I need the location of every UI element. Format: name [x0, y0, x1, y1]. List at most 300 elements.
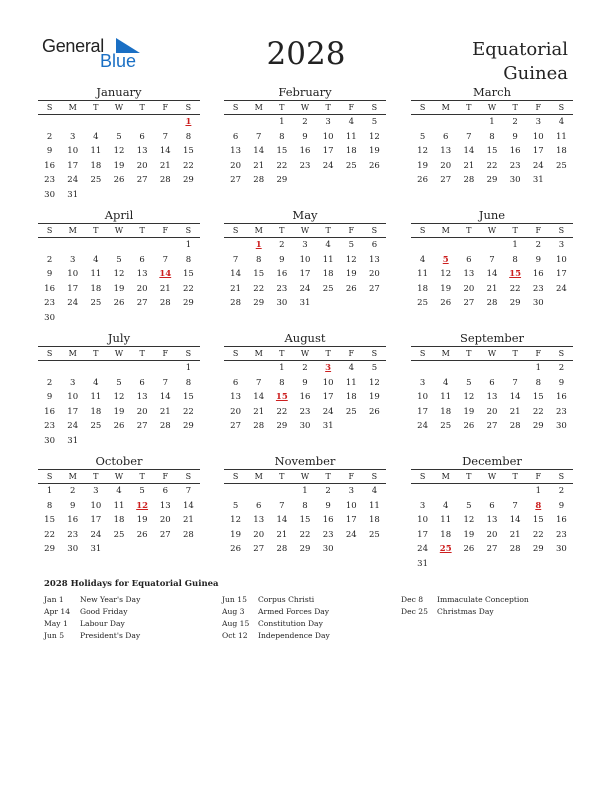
week-row — [224, 144, 386, 159]
week-row — [411, 296, 573, 311]
date-cell: 14 — [253, 392, 265, 402]
week-row — [38, 130, 200, 145]
date-cell: 9 — [325, 500, 331, 511]
date-cell: 6 — [443, 131, 449, 142]
date-cell — [131, 311, 154, 326]
weekday-label: T — [93, 472, 99, 481]
weekday-header — [224, 469, 386, 484]
holiday-item — [222, 630, 392, 642]
date-cell: 28 — [159, 175, 171, 185]
month-october — [38, 454, 200, 557]
holiday-item — [222, 606, 392, 618]
date-cell: 30 — [532, 298, 544, 308]
holiday-date: Apr 14 — [44, 607, 71, 616]
date-cell — [457, 238, 480, 253]
date-cell: 27 — [369, 283, 380, 294]
date-cell — [457, 484, 480, 499]
weekday-label: M — [68, 472, 77, 481]
weekday-label: T — [279, 349, 285, 358]
country-line-1: Equatorial — [472, 39, 568, 60]
date-cell: 15 — [183, 269, 194, 279]
date-cell: 11 — [322, 254, 334, 265]
week-row — [411, 419, 573, 434]
month-april — [38, 208, 200, 325]
weekday-header — [38, 100, 200, 115]
weekday-header — [38, 223, 200, 238]
date-cell: 14 — [253, 146, 265, 156]
date-cell: 19 — [440, 283, 452, 294]
date-cell: 12 — [345, 254, 357, 265]
holiday-name: Constitution Day — [258, 619, 323, 628]
date-cell: 22 — [183, 406, 194, 417]
date-cell: 29 — [276, 421, 288, 431]
week-row — [224, 390, 386, 405]
date-cell: 4 — [116, 486, 122, 496]
week-row — [38, 499, 200, 514]
date-cell: 21 — [463, 160, 475, 171]
date-cell: 4 — [443, 377, 449, 388]
date-cell — [154, 434, 177, 449]
date-cell: 23 — [322, 529, 334, 540]
date-cell: 29 — [276, 175, 288, 185]
date-cell: 7 — [256, 377, 262, 388]
date-cell: 5 — [371, 117, 378, 127]
date-cell — [340, 296, 363, 311]
week-row — [411, 405, 573, 420]
weekday-label: W — [487, 226, 497, 235]
week-row — [411, 115, 573, 130]
date-cell: 9 — [512, 131, 518, 142]
date-cell: 13 — [440, 146, 452, 156]
weekday-label: F — [348, 103, 355, 112]
holiday-item — [44, 630, 214, 642]
date-cell: 19 — [463, 529, 475, 540]
date-cell: 23 — [67, 529, 79, 540]
date-cell: 16 — [276, 269, 288, 279]
week-row — [411, 361, 573, 376]
date-cell: 14 — [509, 515, 521, 525]
date-cell: 12 — [463, 392, 475, 402]
date-cell — [107, 115, 130, 130]
holiday-date: Dec 25 — [401, 607, 428, 616]
weekday-label: W — [487, 103, 497, 112]
holiday-name: Immaculate Conception — [437, 595, 529, 604]
date-cell: 18 — [113, 515, 125, 525]
holiday-date-cell: 15 — [509, 269, 522, 279]
date-cell: 3 — [325, 117, 331, 127]
weekday-label: T — [466, 349, 472, 358]
date-cell: 5 — [116, 254, 122, 265]
date-cell: 24 — [417, 421, 428, 431]
date-cell: 13 — [486, 392, 498, 402]
date-cell: 30 — [44, 189, 55, 200]
date-cell: 20 — [463, 283, 475, 294]
holiday-item — [401, 606, 571, 618]
country-name — [408, 38, 568, 86]
weekday-label: T — [466, 103, 472, 112]
date-cell: 22 — [486, 160, 498, 171]
date-cell: 30 — [276, 298, 288, 308]
date-cell: 6 — [139, 131, 145, 142]
date-cell: 21 — [183, 515, 194, 525]
date-cell: 30 — [67, 544, 79, 554]
date-cell: 20 — [369, 269, 380, 279]
weekday-label: F — [348, 472, 355, 481]
date-cell — [270, 484, 293, 499]
week-row — [411, 144, 573, 159]
date-cell: 23 — [556, 529, 567, 540]
date-cell — [550, 296, 573, 311]
date-cell — [107, 542, 130, 557]
date-cell: 1 — [279, 117, 285, 127]
holiday-name: Armed Forces Day — [258, 607, 330, 616]
weekday-label: S — [558, 472, 565, 481]
date-cell: 22 — [276, 406, 288, 417]
weekday-label: W — [114, 103, 124, 112]
date-cell: 28 — [509, 421, 521, 431]
date-cell: 18 — [440, 529, 452, 540]
date-cell: 16 — [509, 146, 521, 156]
holiday-name: New Year's Day — [80, 595, 141, 604]
date-cell: 25 — [345, 406, 357, 417]
week-row — [411, 513, 573, 528]
date-cell: 28 — [159, 298, 171, 308]
weekday-header — [411, 223, 573, 238]
date-cell — [107, 311, 130, 326]
holiday-column — [44, 594, 214, 642]
date-cell: 27 — [253, 544, 265, 554]
weekday-label: S — [419, 349, 426, 358]
date-cell: 18 — [345, 392, 357, 402]
date-cell: 11 — [440, 515, 452, 525]
date-cell: 10 — [299, 254, 311, 265]
date-cell: 1 — [279, 363, 285, 373]
date-cell: 28 — [159, 421, 171, 431]
weekday-label: T — [139, 349, 145, 358]
week-row — [224, 513, 386, 528]
date-cell: 17 — [67, 406, 79, 417]
week-row — [38, 115, 200, 130]
weekday-label: T — [279, 472, 285, 481]
weekday-label: F — [162, 349, 169, 358]
date-cell: 1 — [185, 240, 192, 250]
date-cell — [363, 419, 386, 434]
weekday-label: T — [139, 472, 145, 481]
date-cell — [457, 557, 480, 572]
weekday-header — [411, 346, 573, 361]
date-cell: 26 — [113, 421, 125, 431]
weekday-label: M — [254, 226, 263, 235]
date-cell — [411, 361, 434, 376]
date-cell — [84, 238, 107, 253]
date-cell — [107, 434, 130, 449]
date-cell — [434, 115, 457, 130]
weekday-label: M — [441, 349, 450, 358]
weekday-header — [224, 100, 386, 115]
date-cell: 14 — [276, 515, 288, 525]
date-cell: 9 — [558, 377, 565, 388]
date-cell — [61, 238, 84, 253]
date-cell: 15 — [44, 515, 55, 525]
week-row — [411, 376, 573, 391]
date-cell — [154, 311, 177, 326]
date-cell: 22 — [532, 406, 544, 417]
date-cell: 28 — [276, 544, 288, 554]
date-cell: 19 — [345, 269, 357, 279]
date-cell: 3 — [535, 117, 541, 127]
date-cell: 24 — [67, 175, 79, 185]
date-cell: 24 — [322, 406, 334, 417]
holiday-date: Jun 5 — [44, 631, 65, 640]
date-cell: 24 — [67, 298, 79, 308]
week-row — [411, 173, 573, 188]
week-row — [38, 267, 200, 282]
month-title: January — [96, 85, 142, 99]
weekday-label: S — [46, 349, 53, 358]
week-row — [224, 499, 386, 514]
date-cell: 16 — [44, 406, 55, 417]
date-cell: 2 — [46, 254, 53, 265]
date-cell: 17 — [299, 269, 311, 279]
date-cell: 10 — [417, 392, 428, 402]
date-cell — [247, 484, 270, 499]
weekday-label: W — [300, 349, 310, 358]
date-cell: 30 — [556, 544, 567, 554]
date-cell: 25 — [440, 421, 452, 431]
date-cell: 14 — [159, 146, 171, 156]
date-cell: 2 — [279, 240, 285, 250]
weekday-label: W — [487, 472, 497, 481]
date-cell: 12 — [230, 515, 241, 525]
weekday-label: T — [466, 472, 472, 481]
week-row — [38, 513, 200, 528]
date-cell: 8 — [46, 500, 53, 511]
date-cell — [84, 434, 107, 449]
date-cell: 17 — [67, 160, 79, 171]
date-cell — [61, 115, 84, 130]
date-cell: 3 — [302, 240, 308, 250]
date-cell: 29 — [509, 298, 521, 308]
logo-word-blue: Blue — [100, 51, 137, 71]
date-cell: 25 — [369, 529, 380, 540]
date-cell: 13 — [253, 515, 265, 525]
weekday-label: S — [371, 472, 378, 481]
holiday-date: Dec 8 — [401, 595, 424, 604]
date-cell: 8 — [185, 377, 192, 388]
weekday-label: W — [114, 472, 124, 481]
month-title: November — [274, 454, 336, 468]
date-cell: 27 — [440, 175, 452, 185]
weekday-label: T — [325, 226, 331, 235]
holiday-item — [222, 594, 392, 606]
weekday-label: F — [162, 472, 169, 481]
week-row — [411, 390, 573, 405]
date-cell: 28 — [183, 529, 194, 540]
date-cell: 5 — [419, 131, 426, 142]
weekday-label: S — [232, 472, 239, 481]
date-cell — [317, 173, 340, 188]
date-cell: 21 — [509, 529, 521, 540]
date-cell: 22 — [299, 529, 311, 540]
month-march — [411, 85, 573, 188]
date-cell: 2 — [302, 363, 308, 373]
date-cell — [84, 311, 107, 326]
weekday-label: M — [441, 103, 450, 112]
date-cell — [550, 557, 573, 572]
weekday-header — [224, 346, 386, 361]
date-cell: 1 — [535, 363, 541, 373]
date-cell: 22 — [183, 160, 194, 171]
date-cell: 9 — [302, 131, 308, 142]
week-row — [224, 282, 386, 297]
date-cell — [177, 311, 200, 326]
date-cell: 6 — [256, 500, 262, 511]
weekday-header — [38, 346, 200, 361]
week-row — [224, 542, 386, 557]
date-cell: 24 — [556, 283, 567, 294]
date-cell: 27 — [230, 175, 241, 185]
date-cell: 4 — [93, 377, 99, 388]
date-cell: 8 — [535, 377, 541, 388]
weekday-label: T — [325, 103, 331, 112]
date-cell: 19 — [463, 406, 475, 417]
date-cell: 16 — [532, 269, 544, 279]
weekday-label: S — [232, 226, 239, 235]
weekday-label: T — [512, 472, 518, 481]
date-cell: 30 — [322, 544, 334, 554]
week-row — [411, 557, 573, 572]
date-cell: 27 — [159, 529, 171, 540]
date-cell: 19 — [369, 392, 380, 402]
date-cell — [38, 115, 61, 130]
date-cell: 29 — [183, 298, 194, 308]
date-cell — [131, 238, 154, 253]
date-cell: 22 — [44, 529, 55, 540]
date-cell — [131, 188, 154, 203]
date-cell: 10 — [67, 392, 79, 402]
week-row — [38, 434, 200, 449]
date-cell: 7 — [232, 254, 239, 265]
date-cell: 30 — [299, 421, 311, 431]
month-title: June — [478, 208, 506, 222]
month-title: August — [284, 331, 326, 345]
date-cell: 4 — [371, 486, 378, 496]
date-cell: 18 — [417, 283, 428, 294]
date-cell: 18 — [90, 283, 102, 294]
date-cell: 19 — [136, 515, 148, 525]
date-cell: 8 — [302, 500, 308, 511]
month-may — [224, 208, 386, 311]
holiday-date-cell: 1 — [255, 240, 262, 250]
date-cell: 27 — [136, 421, 148, 431]
date-cell: 17 — [556, 269, 567, 279]
weekday-label: T — [512, 349, 518, 358]
holiday-date: Oct 12 — [222, 631, 248, 640]
holiday-date: Aug 15 — [222, 619, 250, 628]
month-title: December — [462, 454, 522, 468]
date-cell: 8 — [185, 254, 192, 265]
holiday-name: Labour Day — [80, 619, 125, 628]
date-cell — [480, 557, 503, 572]
holiday-item — [401, 594, 571, 606]
date-cell — [434, 238, 457, 253]
week-row — [411, 484, 573, 499]
date-cell: 27 — [136, 298, 148, 308]
date-cell: 17 — [322, 392, 334, 402]
week-row — [411, 499, 573, 514]
date-cell: 30 — [556, 421, 567, 431]
date-cell — [177, 434, 200, 449]
date-cell — [411, 238, 434, 253]
date-cell: 8 — [279, 131, 285, 142]
date-cell: 17 — [417, 529, 428, 540]
date-cell — [457, 115, 480, 130]
date-cell — [480, 484, 503, 499]
date-cell: 4 — [348, 117, 354, 127]
date-cell: 6 — [232, 377, 239, 388]
weekday-label: S — [371, 349, 378, 358]
week-row — [224, 253, 386, 268]
date-cell: 20 — [159, 515, 171, 525]
date-cell: 15 — [532, 392, 544, 402]
date-cell: 24 — [532, 160, 544, 171]
week-row — [38, 376, 200, 391]
holiday-item — [44, 618, 214, 630]
date-cell: 5 — [116, 377, 122, 388]
week-row — [411, 253, 573, 268]
weekday-label: S — [371, 103, 378, 112]
date-cell: 10 — [67, 269, 79, 279]
date-cell: 31 — [67, 189, 79, 200]
month-september — [411, 331, 573, 434]
month-november — [224, 454, 386, 557]
week-row — [411, 159, 573, 174]
date-cell: 19 — [113, 283, 125, 294]
date-cell: 3 — [419, 377, 426, 388]
date-cell: 24 — [67, 421, 79, 431]
date-cell: 25 — [90, 421, 102, 431]
date-cell: 7 — [162, 254, 168, 265]
weekday-label: T — [279, 226, 285, 235]
date-cell: 26 — [369, 406, 380, 417]
date-cell: 2 — [70, 486, 76, 496]
date-cell: 14 — [486, 269, 498, 279]
date-cell: 11 — [345, 131, 357, 142]
date-cell: 22 — [509, 283, 521, 294]
holiday-date: May 1 — [44, 619, 68, 628]
weekday-label: F — [348, 349, 355, 358]
weekday-label: S — [185, 349, 192, 358]
date-cell: 5 — [116, 131, 122, 142]
week-row — [38, 253, 200, 268]
date-cell: 28 — [230, 298, 241, 308]
date-cell: 4 — [348, 363, 354, 373]
date-cell: 6 — [489, 377, 495, 388]
weekday-label: S — [419, 103, 426, 112]
date-cell: 28 — [463, 175, 475, 185]
holiday-date-cell: 14 — [159, 269, 172, 279]
date-cell: 31 — [299, 298, 311, 308]
date-cell — [480, 361, 503, 376]
weekday-label: M — [441, 472, 450, 481]
date-cell: 21 — [159, 283, 171, 294]
date-cell: 7 — [185, 486, 192, 496]
weekday-label: M — [68, 226, 77, 235]
weekday-header — [224, 223, 386, 238]
weekday-label: S — [558, 226, 565, 235]
date-cell: 18 — [90, 160, 102, 171]
weekday-label: T — [466, 226, 472, 235]
